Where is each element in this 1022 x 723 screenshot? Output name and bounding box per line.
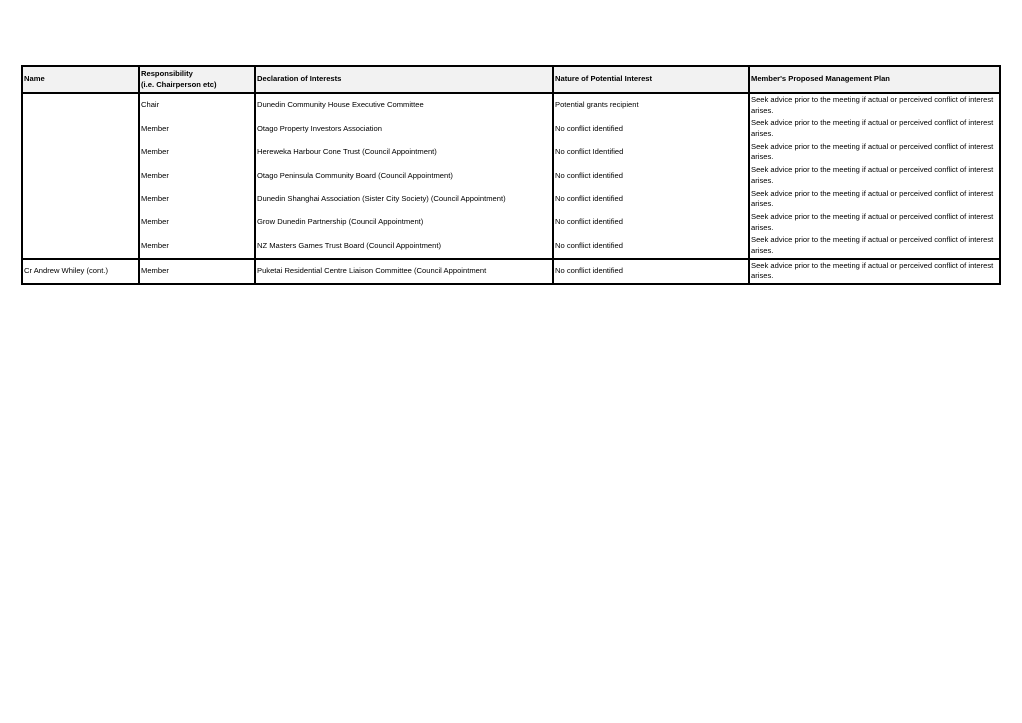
- cell-nature: No conflict Identified: [553, 141, 749, 164]
- cell-nature: No conflict identified: [553, 234, 749, 258]
- header-nature: Nature of Potential Interest: [553, 66, 749, 93]
- table-row: [22, 259, 1000, 284]
- cell-nature: No conflict identified: [553, 164, 749, 187]
- cell-declaration: Otago Peninsula Community Board (Council Appointment): [255, 164, 553, 187]
- table-row: [22, 117, 1000, 140]
- cell-responsibility: Member: [139, 117, 255, 140]
- cell-nature: No conflict identified: [553, 259, 749, 284]
- cell-name: [22, 141, 139, 164]
- cell-name: [22, 188, 139, 211]
- cell-nature: Potential grants recipient: [553, 93, 749, 117]
- cell-responsibility: Member: [139, 188, 255, 211]
- header-plan: Member's Proposed Management Plan: [749, 66, 1000, 93]
- cell-name: [22, 234, 139, 258]
- cell-responsibility: Member: [139, 141, 255, 164]
- cell-plan: Seek advice prior to the meeting if actual or perceived conflict of interest arises.: [749, 234, 1000, 258]
- cell-name: [22, 93, 139, 117]
- cell-plan: Seek advice prior to the meeting if actual or perceived conflict of interest arises.: [749, 259, 1000, 284]
- cell-declaration: Grow Dunedin Partnership (Council Appointment): [255, 211, 553, 234]
- header-declaration: Declaration of Interests: [255, 66, 553, 93]
- cell-plan: Seek advice prior to the meeting if actual or perceived conflict of interest arises.: [749, 211, 1000, 234]
- cell-plan: Seek advice prior to the meeting if actual or perceived conflict of interest arises.: [749, 188, 1000, 211]
- cell-declaration: Hereweka Harbour Cone Trust (Council Appointment): [255, 141, 553, 164]
- header-responsibility: [139, 66, 255, 93]
- cell-nature: No conflict identified: [553, 188, 749, 211]
- cell-name: [22, 164, 139, 187]
- header-responsibility-line2: (i.e. Chairperson etc): [141, 79, 217, 89]
- cell-plan: Seek advice prior to the meeting if actual or perceived conflict of interest arises.: [749, 164, 1000, 187]
- table-row: [22, 164, 1000, 187]
- table-row: [22, 93, 1000, 117]
- cell-name: [22, 117, 139, 140]
- table-row: [22, 211, 1000, 234]
- table-header-row: [22, 66, 1000, 93]
- cell-nature: No conflict identified: [553, 211, 749, 234]
- cell-name: [22, 211, 139, 234]
- interests-register-table: [21, 65, 1001, 285]
- cell-declaration: NZ Masters Games Trust Board (Council Appointment): [255, 234, 553, 258]
- cell-plan: Seek advice prior to the meeting if actual or perceived conflict of interest arises.: [749, 117, 1000, 140]
- cell-responsibility: Chair: [139, 93, 255, 117]
- cell-plan: Seek advice prior to the meeting if actual or perceived conflict of interest arises.: [749, 141, 1000, 164]
- header-responsibility-line1: Responsibility: [141, 68, 193, 78]
- cell-responsibility: Member: [139, 259, 255, 284]
- cell-nature: No conflict identified: [553, 117, 749, 140]
- header-name: Name: [22, 66, 139, 93]
- cell-name: Cr Andrew Whiley (cont.): [22, 259, 139, 284]
- cell-responsibility: Member: [139, 234, 255, 258]
- cell-declaration: Puketai Residential Centre Liaison Committee (Council Appointment: [255, 259, 553, 284]
- cell-responsibility: Member: [139, 211, 255, 234]
- table-row: [22, 141, 1000, 164]
- cell-plan: Seek advice prior to the meeting if actual or perceived conflict of interest arises.: [749, 93, 1000, 117]
- table-row: [22, 234, 1000, 258]
- cell-declaration: Dunedin Community House Executive Committee: [255, 93, 553, 117]
- table-row: [22, 188, 1000, 211]
- cell-responsibility: Member: [139, 164, 255, 187]
- cell-declaration: Dunedin Shanghai Association (Sister City Society) (Council Appointment): [255, 188, 553, 211]
- cell-declaration: Otago Property Investors Association: [255, 117, 553, 140]
